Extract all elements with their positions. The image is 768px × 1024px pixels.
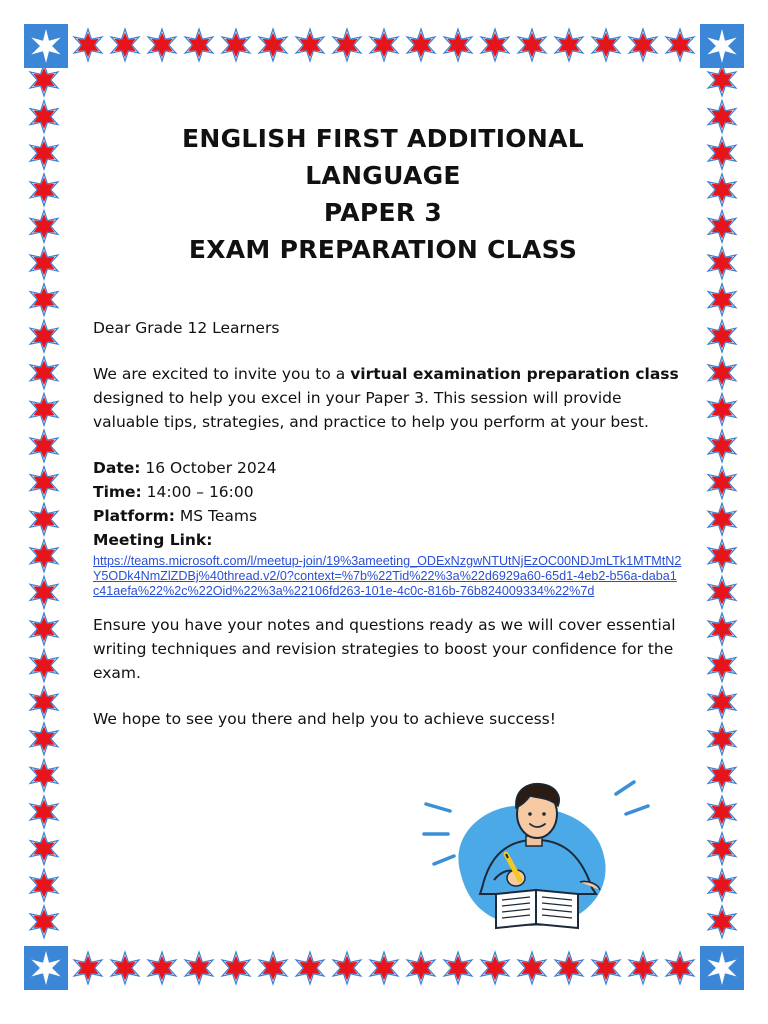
- border-star-icon: [708, 137, 736, 169]
- border-star-icon: [555, 29, 583, 61]
- border-star-icon: [708, 210, 736, 242]
- border-star-icon: [259, 952, 287, 984]
- intro-paragraph: [93, 362, 683, 434]
- border-star-icon: [708, 869, 736, 901]
- border-star-icon: [708, 357, 736, 389]
- time-value: 14:00 – 16:00: [141, 483, 254, 501]
- border-star-icon: [666, 952, 694, 984]
- border-star-icon: [708, 174, 736, 206]
- border-star-icon: [592, 952, 620, 984]
- border-star-icon: [708, 393, 736, 425]
- border-star-icon: [148, 29, 176, 61]
- border-star-icon: [708, 613, 736, 645]
- border-star-icon: [555, 952, 583, 984]
- border-star-icon: [666, 29, 694, 61]
- border-star-icon: [708, 723, 736, 755]
- border-star-icon: [74, 29, 102, 61]
- border-star-icon: [444, 952, 472, 984]
- border-star-icon: [30, 284, 58, 316]
- corner-star-icon: [700, 946, 744, 990]
- date-value: 16 October 2024: [140, 459, 277, 477]
- border-star-icon: [333, 952, 361, 984]
- border-star-icon: [708, 796, 736, 828]
- border-star-icon: [30, 101, 58, 133]
- greeting: Dear Grade 12 Learners: [93, 319, 280, 337]
- border-star-icon: [708, 430, 736, 462]
- border-star-icon: [708, 576, 736, 608]
- border-star-icon: [30, 503, 58, 535]
- border-star-icon: [30, 576, 58, 608]
- border-star-icon: [30, 137, 58, 169]
- border-star-icon: [30, 64, 58, 96]
- border-star-icon: [259, 29, 287, 61]
- date-label: Date:: [93, 459, 141, 477]
- title-line-1: ENGLISH FIRST ADDITIONAL: [182, 124, 584, 153]
- title-line-4: EXAM PREPARATION CLASS: [188, 235, 578, 264]
- border-star-icon: [296, 29, 324, 61]
- border-star-icon: [708, 284, 736, 316]
- border-star-icon: [30, 906, 58, 938]
- corner-star-icon: [700, 24, 744, 68]
- border-star-icon: [708, 833, 736, 865]
- platform-label: Platform:: [93, 507, 175, 525]
- corner-star-icon: [24, 24, 68, 68]
- border-star-icon: [185, 952, 213, 984]
- invitation-content: [93, 120, 683, 731]
- border-star-icon: [30, 210, 58, 242]
- border-star-icon: [708, 650, 736, 682]
- date-row: [93, 456, 683, 480]
- border-star-icon: [407, 29, 435, 61]
- intro-text-after: designed to help you excel in your Paper 3. This session will provide valuable tips, strategies, and practice to help you perform at your best.: [93, 389, 649, 431]
- border-star-icon: [333, 29, 361, 61]
- border-star-icon: [708, 247, 736, 279]
- border-star-icon: [30, 833, 58, 865]
- intro-bold-text: virtual examination preparation class: [350, 365, 679, 383]
- border-star-icon: [629, 952, 657, 984]
- platform-row: [93, 504, 683, 528]
- border-star-icon: [444, 29, 472, 61]
- border-star-icon: [111, 29, 139, 61]
- open-book-icon: [496, 890, 578, 928]
- border-star-icon: [30, 759, 58, 791]
- heading: [93, 120, 683, 268]
- closing-text: We hope to see you there and help you to achieve success!: [93, 710, 556, 728]
- border-star-icon: [708, 320, 736, 352]
- border-star-icon: [148, 952, 176, 984]
- border-star-icon: [111, 952, 139, 984]
- border-star-icon: [30, 540, 58, 572]
- border-star-icon: [30, 247, 58, 279]
- border-star-icon: [30, 357, 58, 389]
- time-label: Time:: [93, 483, 142, 501]
- intro-text-before: We are excited to invite you to a: [93, 365, 351, 383]
- border-star-icon: [30, 430, 58, 462]
- border-star-icon: [518, 29, 546, 61]
- border-star-icon: [30, 613, 58, 645]
- border-star-icon: [708, 467, 736, 499]
- border-star-icon: [30, 869, 58, 901]
- border-star-icon: [592, 29, 620, 61]
- border-star-icon: [481, 29, 509, 61]
- border-star-icon: [30, 320, 58, 352]
- border-star-icon: [30, 393, 58, 425]
- border-star-icon: [708, 503, 736, 535]
- meeting-link-label: Meeting Link:: [93, 531, 213, 549]
- border-star-icon: [708, 686, 736, 718]
- border-star-icon: [30, 723, 58, 755]
- border-star-icon: [30, 796, 58, 828]
- border-star-icon: [296, 952, 324, 984]
- border-star-icon: [629, 29, 657, 61]
- border-star-icon: [708, 906, 736, 938]
- border-star-icon: [30, 467, 58, 499]
- platform-value: MS Teams: [174, 507, 258, 525]
- border-star-icon: [30, 650, 58, 682]
- title-line-2: LANGUAGE: [305, 161, 461, 190]
- border-star-icon: [518, 952, 546, 984]
- border-star-icon: [708, 101, 736, 133]
- time-row: [93, 480, 683, 504]
- border-star-icon: [370, 29, 398, 61]
- meeting-link[interactable]: https://teams.microsoft.com/l/meetup-join/19%3ameeting_ODExNzgwNTUtNjEzOC00NDJmLTk1MTMtN2Y5ODk4NmZlZDBj%40thread.v2/0?context=%7b%22Tid%22%3a%22d6929a60-65d1-4eb2-b56a-daba1c41aefa%22%2c%22Oid%22%3a%22106fd263-101e-4c0c-816b-76b824009334%22%7d: [93, 554, 682, 598]
- border-star-icon: [30, 686, 58, 718]
- border-star-icon: [222, 952, 250, 984]
- border-star-icon: [407, 952, 435, 984]
- student-writing-illustration: [420, 776, 650, 946]
- border-star-icon: [708, 540, 736, 572]
- border-star-icon: [30, 174, 58, 206]
- border-star-icon: [481, 952, 509, 984]
- border-star-icon: [185, 29, 213, 61]
- notes-paragraph: Ensure you have your notes and questions ready as we will cover essential writing techniques and revision strategies to boost your confidence for the exam.: [93, 616, 676, 682]
- border-star-icon: [708, 64, 736, 96]
- border-star-icon: [370, 952, 398, 984]
- border-star-icon: [708, 759, 736, 791]
- title-line-3: PAPER 3: [323, 198, 443, 227]
- corner-star-icon: [24, 946, 68, 990]
- border-star-icon: [74, 952, 102, 984]
- border-star-icon: [222, 29, 250, 61]
